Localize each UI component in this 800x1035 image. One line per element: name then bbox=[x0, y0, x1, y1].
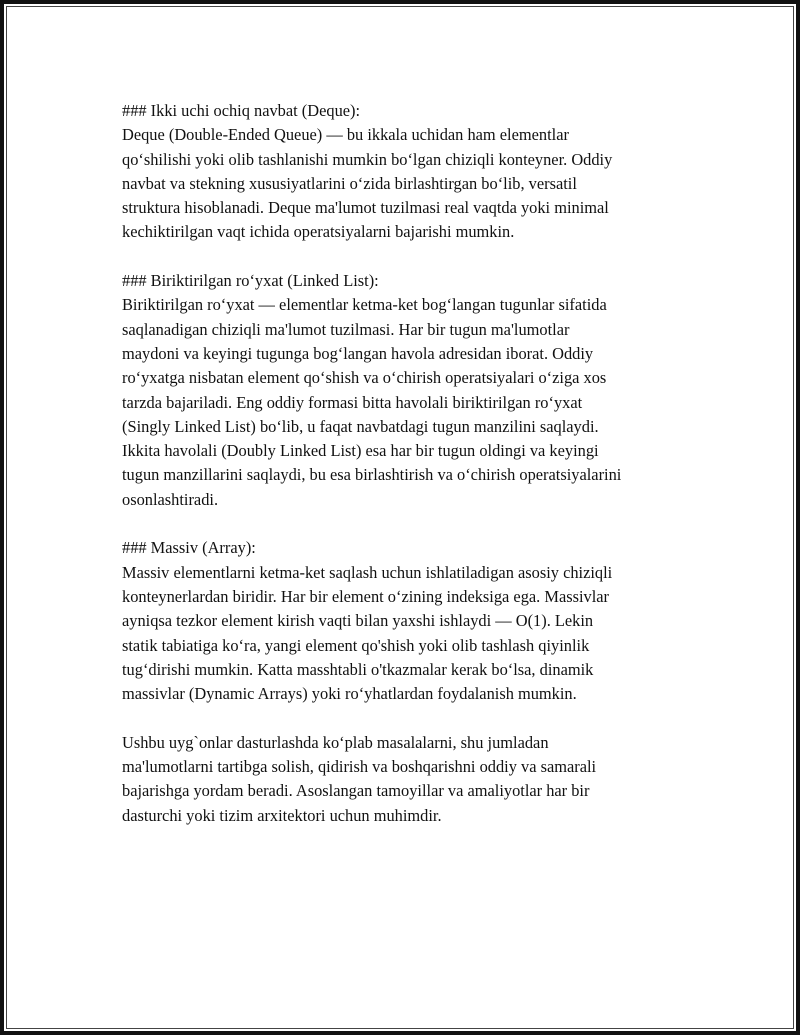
section-linked-list bbox=[122, 269, 702, 512]
paragraph-line: statik tabiatiga ko‘ra, yangi element qo'shish yoki olib tashlash qiyinlik bbox=[122, 635, 590, 655]
paragraph-line: Biriktirilgan ro‘yxat — elementlar ketma-ket bog‘langan tugunlar sifatida bbox=[122, 295, 607, 315]
section-heading: ### Ikki uchi ochiq navbat (Deque): bbox=[122, 101, 361, 120]
paragraph-line: maydoni va keyingi tugunga bog‘langan havola adresidan iborat. Oddiy bbox=[122, 343, 594, 363]
paragraph-line: osonlashtiradi. bbox=[122, 489, 219, 509]
paragraph-line: (Singly Linked List) bo‘lib, u faqat navbatdagi tugun manzilini saqlaydi. bbox=[122, 416, 599, 436]
paragraph-line: tugun manzillarini saqlaydi, bu esa birlashtirish va o‘chirish operatsiyalarini bbox=[122, 465, 622, 485]
paragraph-line: ma'lumotlarni tartibga solish, qidirish va boshqarishni oddiy va samarali bbox=[122, 757, 597, 777]
paragraph-line: navbat va stekning xususiyatlarini o‘zida birlashtirgan bo‘lib, versatil bbox=[122, 173, 577, 193]
paragraph-line: Ikkita havolali (Doubly Linked List) esa har bir tugun oldingi va keyingi bbox=[122, 441, 599, 461]
document-body bbox=[122, 99, 702, 852]
paragraph-line: konteynerlardan biridir. Har bir element o‘zining indeksiga ega. Massivlar bbox=[122, 586, 610, 606]
paragraph-line: kechiktirilgan vaqt ichida operatsiyalarni bajarishi mumkin. bbox=[122, 222, 515, 242]
paragraph-line: massivlar (Dynamic Arrays) yoki ro‘yhatlardan foydalanish mumkin. bbox=[122, 684, 577, 704]
paragraph-line: tug‘dirishi mumkin. Katta masshtabli o'tkazmalar kerak bo‘lsa, dinamik bbox=[122, 659, 594, 679]
paragraph-line: bajarishga yordam beradi. Asoslangan tamoyillar va amaliyotlar har bir bbox=[122, 781, 590, 801]
section-array bbox=[122, 536, 702, 706]
paragraph-line: tarzda bajariladi. Eng oddiy formasi bitta havolali biriktirilgan ro‘yxat bbox=[122, 392, 583, 412]
section-heading: ### Massiv (Array): bbox=[122, 538, 256, 558]
paragraph-line: dasturchi yoki tizim arxitektori uchun muhimdir. bbox=[122, 805, 442, 825]
paragraph-line: ro‘yxatga nisbatan element qo‘shish va o‘chirish operatsiyalari o‘ziga xos bbox=[122, 368, 607, 388]
paragraph-line: Massiv elementlarni ketma-ket saqlash uchun ishlatiladigan asosiy chiziqli bbox=[122, 562, 613, 582]
paragraph-line: Deque (Double-Ended Queue) — bu ikkala uchidan ham elementlar bbox=[122, 125, 569, 145]
section-conclusion bbox=[122, 731, 702, 828]
section-heading: ### Biriktirilgan ro‘yxat (Linked List): bbox=[122, 271, 379, 291]
paragraph-line: Ushbu uyg`onlar dasturlashda ko‘plab masalalarni, shu jumladan bbox=[122, 732, 549, 752]
paragraph-line: qo‘shilishi yoki olib tashlanishi mumkin bo‘lgan chiziqli konteyner. Oddiy bbox=[122, 149, 613, 169]
paragraph-line: struktura hisoblanadi. Deque ma'lumot tuzilmasi real vaqtda yoki minimal bbox=[122, 198, 609, 218]
paragraph-line: ayniqsa tezkor element kirish vaqti bilan yaxshi ishlaydi — O(1). Lekin bbox=[122, 611, 594, 631]
paragraph-line: saqlanadigan chiziqli ma'lumot tuzilmasi. Har bir tugun ma'lumotlar bbox=[122, 319, 570, 339]
section-deque bbox=[122, 99, 702, 245]
